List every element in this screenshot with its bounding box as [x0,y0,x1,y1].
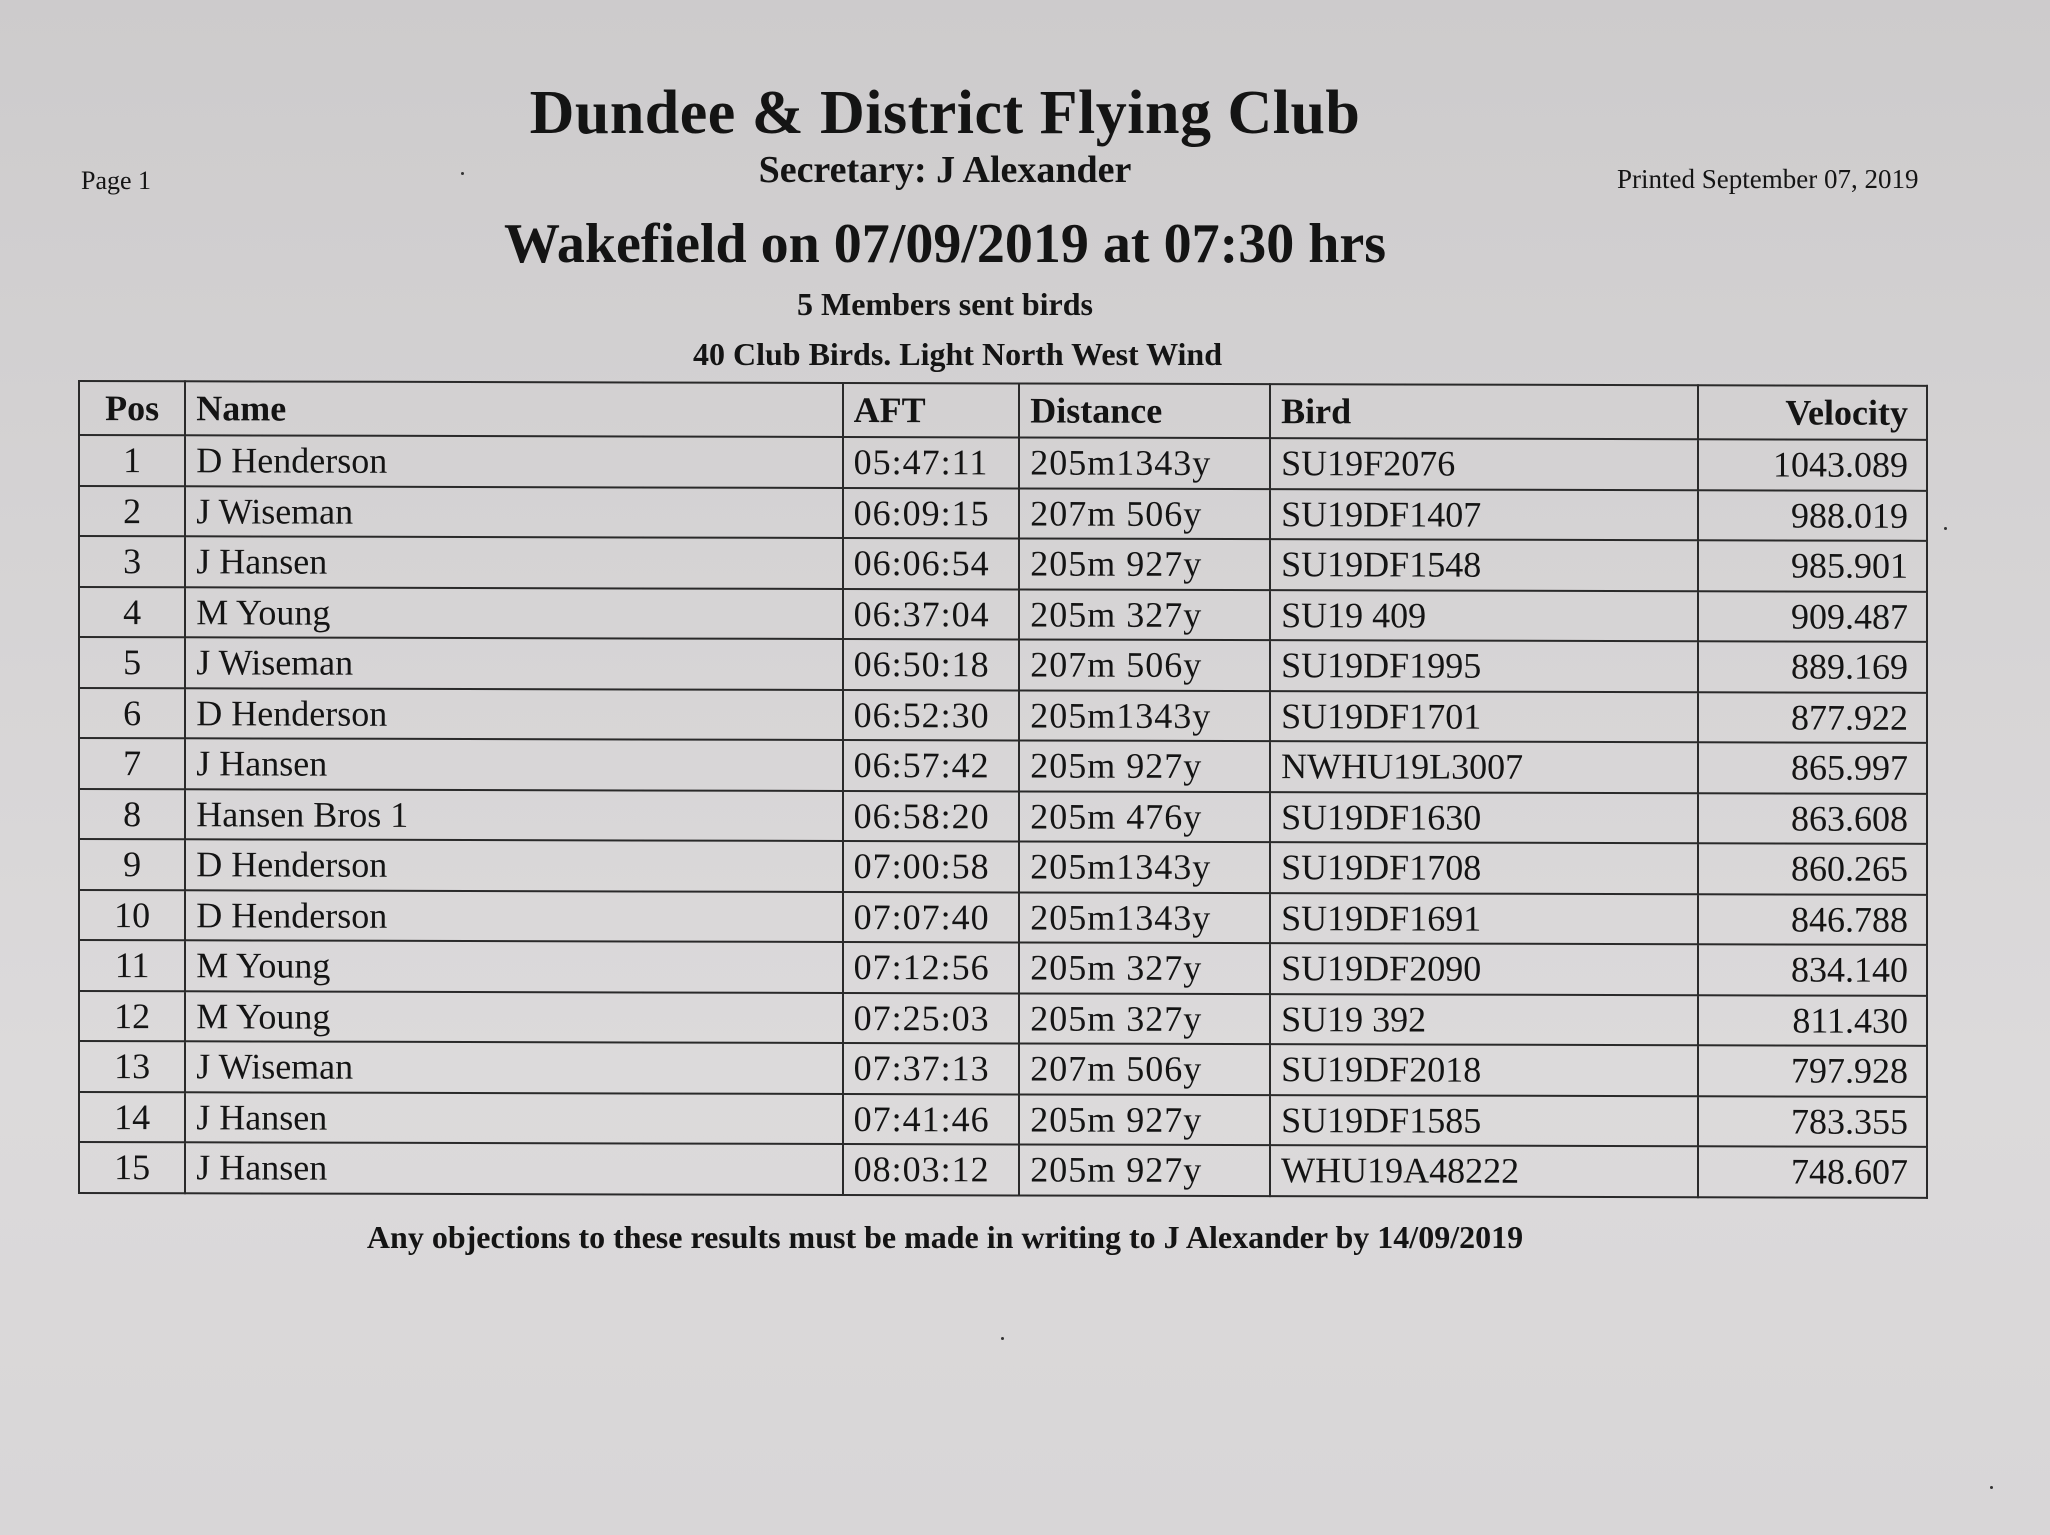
table-row [79,688,1927,743]
table-row [79,1041,1927,1096]
cell-distance: 205m 927y [1019,1094,1270,1145]
cell-distance: 205m 327y [1019,942,1270,993]
table-row [79,536,1927,591]
cell-bird: SU19DF1585 [1270,1095,1698,1147]
cell-bird: SU19DF1630 [1270,792,1698,844]
cell-name: J Wiseman [185,1041,842,1093]
table-row [79,587,1927,642]
cell-pos: 8 [79,789,185,840]
cell-pos: 2 [79,486,185,537]
cell-bird: SU19DF2018 [1270,1044,1698,1096]
cell-distance: 205m 327y [1019,589,1270,640]
cell-velocity: 909.487 [1698,591,1927,642]
table-row [79,435,1927,490]
cell-name: M Young [185,940,842,992]
cell-distance: 205m1343y [1019,841,1270,892]
table-row [79,940,1927,995]
cell-pos: 1 [79,435,185,486]
cell-velocity: 748.607 [1698,1146,1927,1197]
table-row [79,1142,1927,1197]
table-header-row [79,381,1927,440]
cell-pos: 13 [79,1041,185,1092]
secretary-line: Secretary: J Alexander [758,149,1132,191]
table-row [79,1092,1927,1147]
header-aft: AFT [843,383,1020,437]
cell-aft: 06:52:30 [843,690,1020,741]
table-row [79,738,1927,793]
cell-velocity: 889.169 [1698,641,1927,692]
objection-note: Any objections to these results must be made in writing to J Alexander by 14/09/2019 [366,1219,1524,1255]
cell-aft: 06:09:15 [843,488,1020,539]
cell-aft: 07:37:13 [843,1043,1020,1094]
cell-aft: 07:25:03 [843,993,1020,1044]
cell-aft: 07:41:46 [843,1094,1020,1145]
cell-bird: WHU19A48222 [1270,1145,1698,1197]
cell-velocity: 865.997 [1698,742,1927,793]
cell-aft: 06:57:42 [843,740,1020,791]
cell-name: D Henderson [185,839,842,891]
table-row [79,839,1927,894]
cell-bird: SU19 409 [1270,590,1698,642]
cell-name: J Hansen [185,536,842,588]
cell-distance: 205m1343y [1019,690,1270,741]
table-row [79,486,1927,541]
cell-velocity: 834.140 [1698,944,1927,995]
header-velocity: Velocity [1698,385,1927,440]
cell-name: J Hansen [185,738,842,790]
cell-bird: SU19DF1407 [1270,489,1698,541]
cell-aft: 08:03:12 [843,1144,1020,1195]
paper-speck [1990,1486,1993,1489]
cell-name: D Henderson [185,688,842,740]
cell-aft: 06:58:20 [843,791,1020,842]
paper-speck [1001,1337,1004,1340]
header-bird: Bird [1270,384,1698,439]
cell-distance: 205m1343y [1019,437,1270,488]
cell-name: D Henderson [185,435,842,487]
cell-velocity: 988.019 [1698,490,1927,541]
cell-aft: 07:12:56 [843,942,1020,993]
cell-name: Hansen Bros 1 [185,789,842,841]
cell-bird: NWHU19L3007 [1270,741,1698,793]
cell-bird: SU19DF2090 [1270,943,1698,995]
race-conditions: 40 Club Birds. Light North West Wind [692,336,1223,372]
header-name: Name [185,381,842,437]
cell-velocity: 863.608 [1698,793,1927,844]
cell-velocity: 797.928 [1698,1045,1927,1096]
cell-velocity: 877.922 [1698,692,1927,743]
cell-pos: 11 [79,940,185,991]
cell-aft: 05:47:11 [843,437,1020,488]
results-body [79,435,1927,1197]
cell-distance: 205m 927y [1019,1144,1270,1195]
paper-speck [461,172,464,175]
cell-distance: 207m 506y [1019,639,1270,690]
printed-date: Printed September 07, 2019 [1617,164,1919,194]
cell-pos: 6 [79,688,185,739]
cell-pos: 4 [79,587,185,638]
page-number: Page 1 [81,166,152,195]
cell-velocity: 1043.089 [1698,439,1927,490]
cell-distance: 207m 506y [1019,1043,1270,1094]
cell-name: M Young [185,587,842,639]
paper-speck [1944,527,1947,530]
cell-pos: 15 [79,1142,185,1193]
cell-bird: SU19DF1691 [1270,893,1698,945]
cell-pos: 7 [79,738,185,789]
cell-name: D Henderson [185,890,842,942]
members-count: 5 Members sent birds [797,286,1093,322]
cell-pos: 3 [79,536,185,587]
race-heading: Wakefield on 07/09/2019 at 07:30 hrs [503,213,1387,275]
cell-pos: 5 [79,637,185,688]
cell-velocity: 811.430 [1698,995,1927,1046]
table-row [79,890,1927,945]
cell-velocity: 783.355 [1698,1096,1927,1147]
cell-distance: 207m 506y [1019,488,1270,539]
cell-velocity: 846.788 [1698,894,1927,945]
cell-name: J Wiseman [185,637,842,689]
cell-pos: 10 [79,890,185,941]
cell-bird: SU19F2076 [1270,438,1698,490]
cell-bird: SU19DF1701 [1270,691,1698,743]
table-row [79,637,1927,692]
header-distance: Distance [1019,383,1270,438]
cell-velocity: 860.265 [1698,843,1927,894]
cell-bird: SU19 392 [1270,994,1698,1046]
cell-pos: 12 [79,991,185,1042]
cell-distance: 205m 476y [1019,791,1270,842]
cell-name: M Young [185,991,842,1043]
cell-velocity: 985.901 [1698,540,1927,591]
header-pos: Pos [79,381,185,435]
club-title: Dundee & District Flying Club [529,79,1361,147]
cell-bird: SU19DF1708 [1270,842,1698,894]
table-row [79,789,1927,844]
cell-distance: 205m 927y [1019,740,1270,791]
cell-pos: 14 [79,1092,185,1143]
cell-distance: 205m 927y [1019,538,1270,589]
cell-distance: 205m1343y [1019,892,1270,943]
table-row [79,991,1927,1046]
cell-name: J Wiseman [185,486,842,538]
cell-aft: 06:06:54 [843,538,1020,589]
results-table [78,380,1928,1198]
cell-bird: SU19DF1548 [1270,539,1698,591]
cell-name: J Hansen [185,1142,842,1194]
cell-aft: 07:07:40 [843,892,1020,943]
cell-aft: 07:00:58 [843,841,1020,892]
cell-bird: SU19DF1995 [1270,640,1698,692]
cell-aft: 06:50:18 [843,639,1020,690]
cell-pos: 9 [79,839,185,890]
cell-distance: 205m 327y [1019,993,1270,1044]
cell-aft: 06:37:04 [843,589,1020,640]
cell-name: J Hansen [185,1092,842,1144]
